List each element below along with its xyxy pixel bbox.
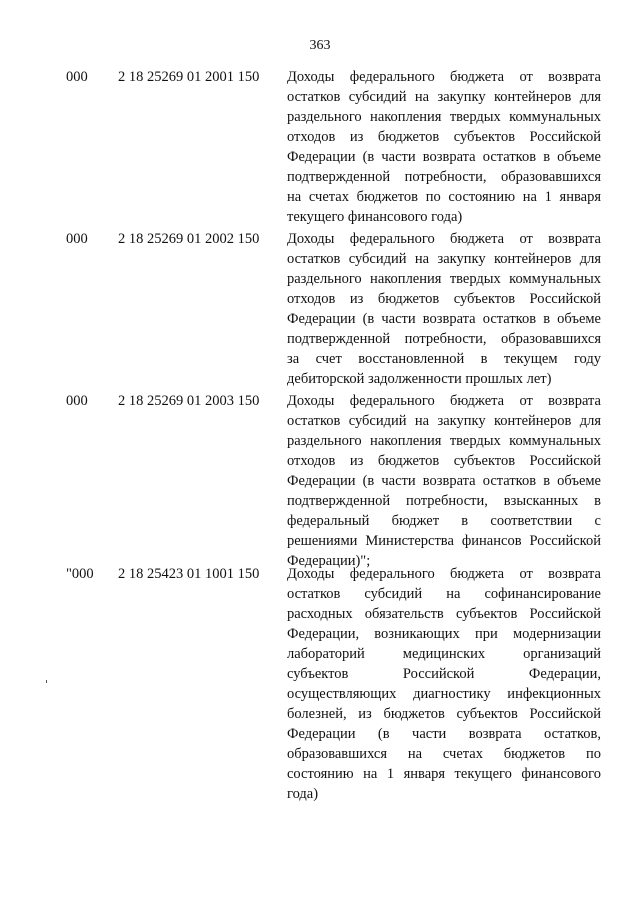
description-line: лабораторий медицинских организаций	[287, 646, 601, 662]
description-line: отходов из бюджетов субъектов Российской	[287, 291, 601, 307]
income-description	[287, 391, 601, 571]
description-line: текущего финансового года)	[287, 209, 463, 225]
kbk-code: 2 18 25269 01 2001 150	[118, 69, 260, 85]
description-line: Федерации (в части возврата остатков,	[287, 726, 601, 742]
kbk-code: 2 18 25423 01 1001 150	[118, 566, 260, 582]
description-line: расходных обязательств субъектов Российской	[287, 606, 601, 622]
description-line: образовавшихся на счетах бюджетов по	[287, 746, 601, 762]
scan-speck	[46, 680, 47, 683]
admin-code: "000	[66, 566, 94, 582]
description-line: подтвержденной потребности, образовавшихся	[287, 331, 601, 347]
description-line: раздельного накопления твердых коммунальных	[287, 271, 601, 287]
description-line: подтвержденной потребности, образовавшихся	[287, 169, 601, 185]
description-line: Доходы федерального бюджета от возврата	[287, 69, 601, 85]
description-line: года)	[287, 786, 319, 802]
description-line: Федерации)";	[287, 553, 371, 569]
description-line: Доходы федерального бюджета от возврата	[287, 231, 601, 247]
description-line: подтвержденной потребности, взысканных в	[287, 493, 601, 509]
description-line: болезней, из бюджетов субъектов Российской	[287, 706, 601, 722]
description-line: субъектов Российской Федерации,	[287, 666, 601, 682]
description-line: дебиторской задолженности прошлых лет)	[287, 371, 552, 387]
description-line: федеральный бюджет в соответствии с	[287, 513, 601, 529]
description-line: Доходы федерального бюджета от возврата	[287, 566, 601, 582]
description-line: раздельного накопления твердых коммунальных	[287, 433, 601, 449]
description-line: отходов из бюджетов субъектов Российской	[287, 129, 601, 145]
description-line: Федерации (в части возврата остатков в объеме	[287, 149, 601, 165]
description-line: состоянию на 1 января текущего финансового	[287, 766, 601, 782]
income-description	[287, 229, 601, 389]
admin-code: 000	[66, 69, 88, 85]
kbk-code: 2 18 25269 01 2003 150	[118, 393, 260, 409]
description-line: Доходы федерального бюджета от возврата	[287, 393, 601, 409]
income-description	[287, 564, 601, 804]
description-line: за счет восстановленной в текущем году	[287, 351, 601, 367]
description-line: осуществляющих диагностику инфекционных	[287, 686, 601, 702]
description-line: остатков субсидий на закупку контейнеров для	[287, 251, 601, 267]
description-line: отходов из бюджетов субъектов Российской	[287, 453, 601, 469]
description-line: остатков субсидий на закупку контейнеров для	[287, 413, 601, 429]
description-line: решениями Министерства финансов Российской	[287, 533, 601, 549]
description-line: остатков субсидий на закупку контейнеров для	[287, 89, 601, 105]
income-description	[287, 67, 601, 227]
kbk-code: 2 18 25269 01 2002 150	[118, 231, 260, 247]
description-line: на счетах бюджетов по состоянию на 1 января	[287, 189, 601, 205]
page-number: 363	[309, 38, 331, 53]
description-line: остатков субсидий на софинансирование	[287, 586, 601, 602]
description-line: Федерации (в части возврата остатков в объеме	[287, 473, 601, 489]
description-line: Федерации (в части возврата остатков в объеме	[287, 311, 601, 327]
description-line: Федерации, возникающих при модернизации	[287, 626, 601, 642]
admin-code: 000	[66, 393, 88, 409]
description-line: раздельного накопления твердых коммунальных	[287, 109, 601, 125]
admin-code: 000	[66, 231, 88, 247]
